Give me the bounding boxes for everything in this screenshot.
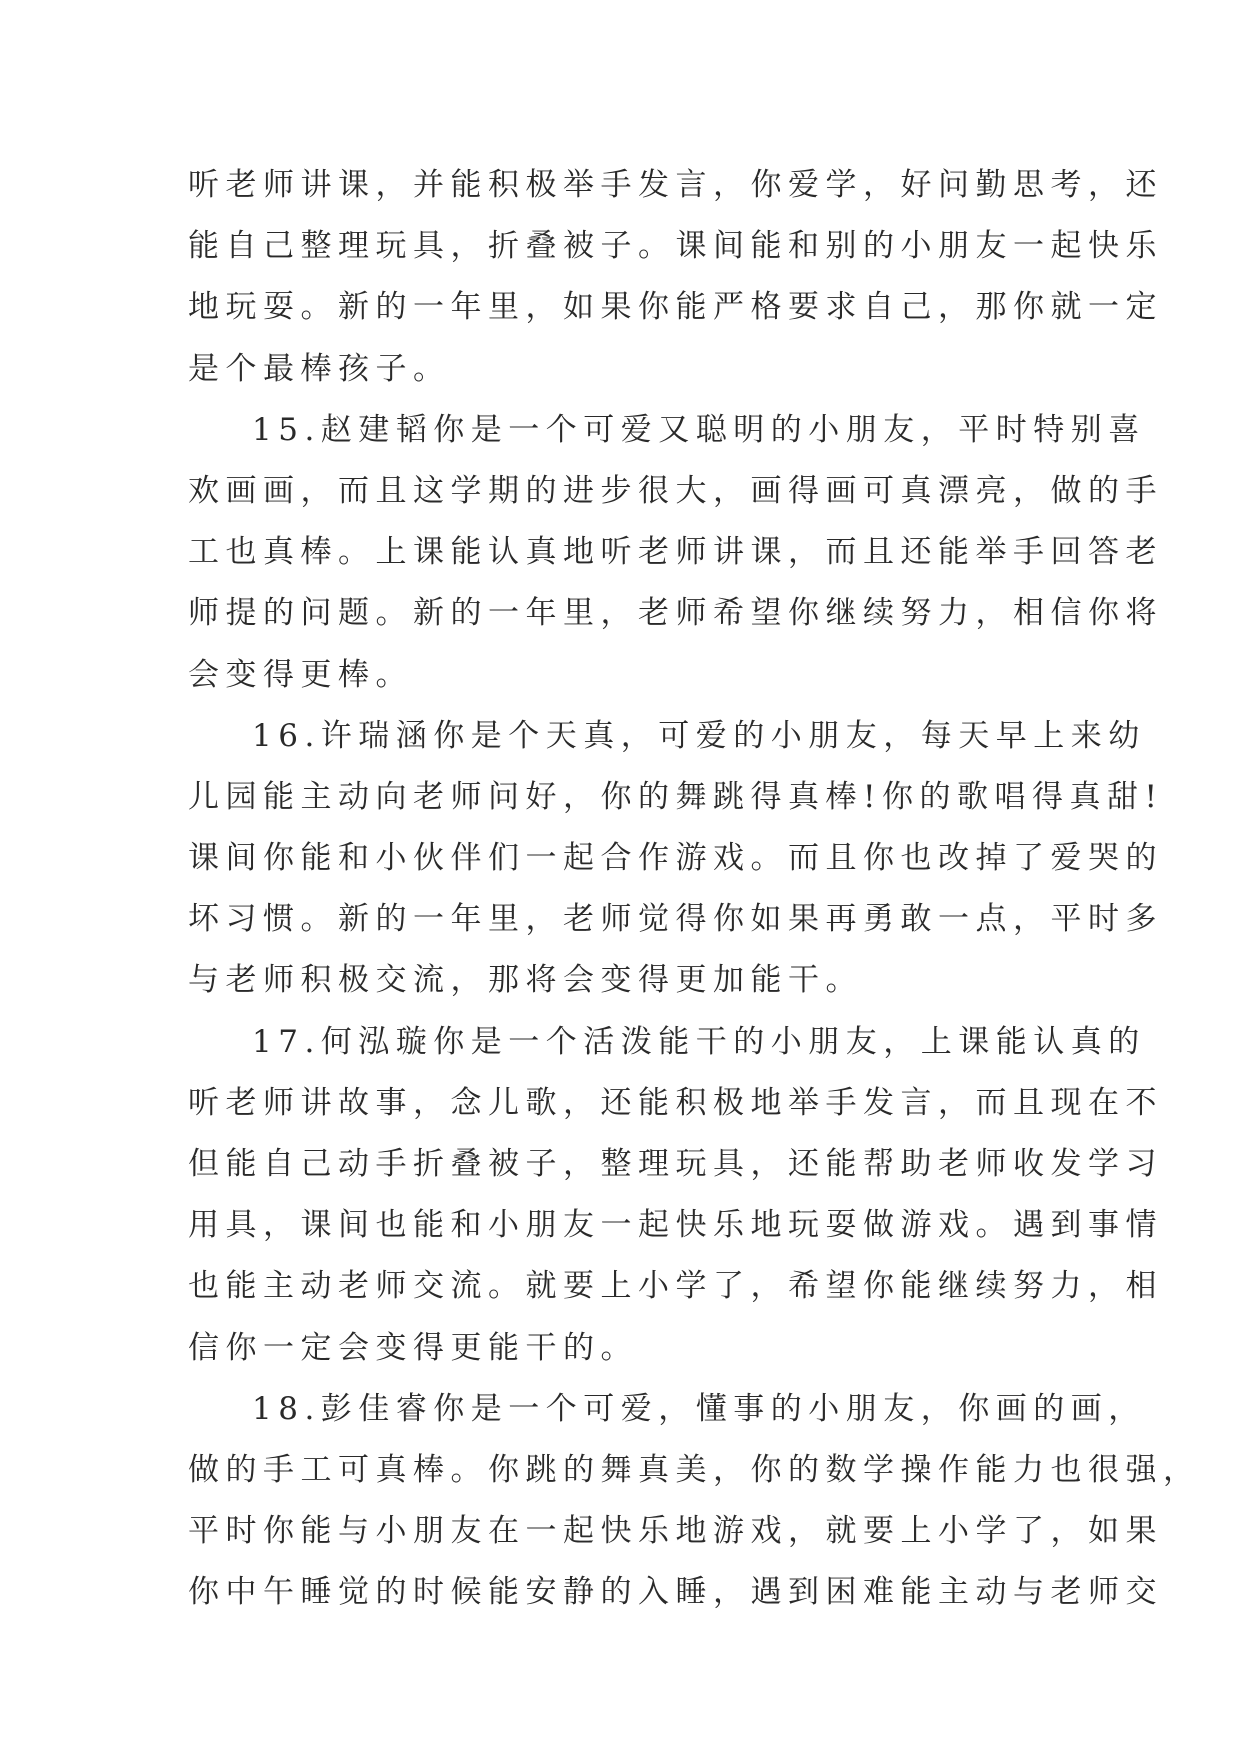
paragraph-start-line: 16.许瑞涵你是个天真，可爱的小朋友，每天早上来幼 — [252, 717, 1146, 754]
text-line: 会变得更棒。 — [188, 656, 413, 693]
text-line: 做的手工可真棒。你跳的舞真美，你的数学操作能力也很强， — [188, 1451, 1201, 1488]
document-body — [188, 155, 1201, 1624]
text-line: 是个最棒孩子。 — [188, 350, 451, 387]
text-line: 也能主动老师交流。就要上小学了，希望你能继续努力，相 — [188, 1268, 1163, 1305]
text-line: 工也真棒。上课能认真地听老师讲课，而且还能举手回答老 — [188, 534, 1163, 571]
text-line: 听老师讲故事，念儿歌，还能积极地举手发言，而且现在不 — [188, 1084, 1163, 1121]
text-line: 但能自己动手折叠被子，整理玩具，还能帮助老师收发学习 — [188, 1146, 1163, 1182]
text-line: 信你一定会变得更能干的。 — [188, 1329, 638, 1366]
text-line: 儿园能主动向老师问好，你的舞跳得真棒!你的歌唱得真甜! — [188, 778, 1164, 815]
text-line: 坏习惯。新的一年里，老师觉得你如果再勇敢一点，平时多 — [188, 901, 1163, 938]
text-line: 欢画画，而且这学期的进步很大，画得画可真漂亮，做的手 — [188, 472, 1163, 509]
text-line: 听老师讲课，并能积极举手发言，你爱学，好问勤思考，还 — [188, 167, 1163, 203]
text-line: 师提的问题。新的一年里，老师希望你继续努力，相信你将 — [188, 595, 1163, 632]
text-line: 你中午睡觉的时候能安静的入睡，遇到困难能主动与老师交 — [188, 1574, 1163, 1611]
text-line: 与老师积极交流，那将会变得更加能干。 — [188, 962, 863, 999]
text-line: 课间你能和小伙伴们一起合作游戏。而且你也改掉了爱哭的 — [188, 840, 1163, 877]
paragraph-start-line: 15.赵建韬你是一个可爱又聪明的小朋友，平时特别喜 — [252, 411, 1146, 448]
text-line: 平时你能与小朋友在一起快乐地游戏，就要上小学了，如果 — [188, 1513, 1163, 1550]
text-line: 地玩耍。新的一年里，如果你能严格要求自己，那你就一定 — [188, 289, 1163, 326]
text-line: 用具，课间也能和小朋友一起快乐地玩耍做游戏。遇到事情 — [188, 1207, 1163, 1244]
text-line: 能自己整理玩具，折叠被子。课间能和别的小朋友一起快乐 — [188, 228, 1163, 265]
paragraph-start-line: 18.彭佳睿你是一个可爱，懂事的小朋友，你画的画， — [252, 1390, 1146, 1427]
paragraph-start-line: 17.何泓璇你是一个活泼能干的小朋友，上课能认真的 — [252, 1023, 1146, 1060]
